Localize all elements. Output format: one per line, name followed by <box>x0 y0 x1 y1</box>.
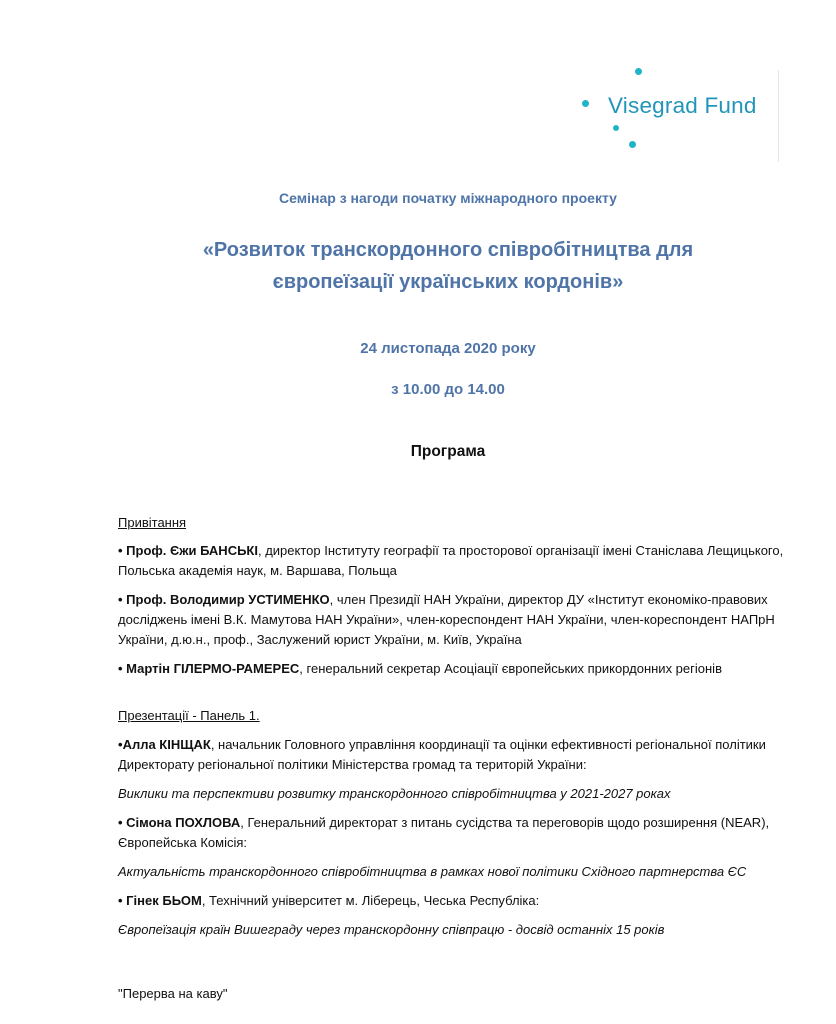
speaker-bullet: • <box>118 543 127 558</box>
speaker-name: Проф. Володимир УСТИМЕНКО <box>126 592 330 607</box>
greetings-section <box>118 513 788 679</box>
logo-dot <box>582 100 589 107</box>
speaker-item <box>118 891 788 911</box>
event-time: з 10.00 до 14.00 <box>391 381 505 398</box>
speaker-name: Сімона ПОХЛОВА <box>126 815 241 830</box>
logo-dot <box>629 141 636 148</box>
speaker-name: Гінек БЬОМ <box>126 893 202 908</box>
speaker-bullet: • <box>118 661 127 676</box>
speaker-item <box>118 541 788 581</box>
speaker-name: Мартін ГІЛЕРМО-РАМЕРЕС <box>126 661 300 676</box>
title-line-1: «Розвиток транскордонного співробітництва для <box>202 239 694 261</box>
panel1-heading: Презентації - Панель 1. <box>118 708 260 723</box>
speaker-item <box>118 659 788 679</box>
speaker-description: , генеральний секретар Асоціації європейських прикордонних регіонів <box>299 661 722 676</box>
seminar-subtitle: Семінар з нагоди початку міжнародного проекту <box>279 190 617 206</box>
title-line-2: європеїзації українських кордонів» <box>272 271 624 293</box>
presentation-topic: Європеїзація країн Вишеграду через транскордонну співпрацю - досвід останніх 15 років <box>118 922 665 937</box>
speaker-description: , начальник Головного управління координації та оцінки ефективності регіональної політики Директорату регіональної політики Міністерства громад та територій України: <box>118 737 766 772</box>
speaker-description: , Технічний університет м. Ліберець, Чеська Республіка: <box>201 893 540 908</box>
speaker-item <box>118 590 788 650</box>
speaker-description: , Генеральний директорат з питань сусідства та переговорів щодо розширення (NEAR), Європейська Комісія: <box>118 815 770 850</box>
speaker-description: , директор Інституту географії та просторової організації імені Станіслава Лещицького, Польська академія наук, м. Варшава, Польща <box>118 543 784 578</box>
presentation-topic: Актуальність транскордонного співробітництва в рамках нової політики Східного партнерства ЄС <box>118 864 747 879</box>
logo-dot <box>613 125 619 131</box>
coffee-break: "Перерва на каву" <box>118 986 228 1001</box>
event-date: 24 листопада 2020 року <box>360 340 536 357</box>
panel1-section <box>118 706 788 940</box>
speaker-item <box>118 735 788 775</box>
speaker-name: Алла КІНЩАК <box>122 737 211 752</box>
program-heading: Програма <box>410 443 486 460</box>
speaker-bullet: • <box>118 592 127 607</box>
speaker-bullet: • <box>118 737 123 752</box>
logo-text: Visegrad Fund <box>608 93 757 118</box>
speaker-item <box>118 813 788 853</box>
presentation-topic: Виклики та перспективи розвитку транскордонного співробітництва у 2021-2027 роках <box>118 786 671 801</box>
greetings-heading: Привітання <box>118 515 187 530</box>
document-title <box>30 234 836 298</box>
speaker-name: Проф. Єжи БАНСЬКІ <box>126 543 258 558</box>
logo-dot <box>635 68 642 75</box>
speaker-bullet: • <box>118 893 127 908</box>
logo-divider <box>778 70 779 162</box>
speaker-description: , член Президії НАН України, директор ДУ «Інститут економіко-правових досліджень імені В.К. Мамутова НАН України», член-кореспондент НАН України, член-кореспондент НАПрН України, д.ю.н., проф., Заслужений юрист України, м. Київ, Україна <box>118 592 775 647</box>
speaker-bullet: • <box>118 815 127 830</box>
